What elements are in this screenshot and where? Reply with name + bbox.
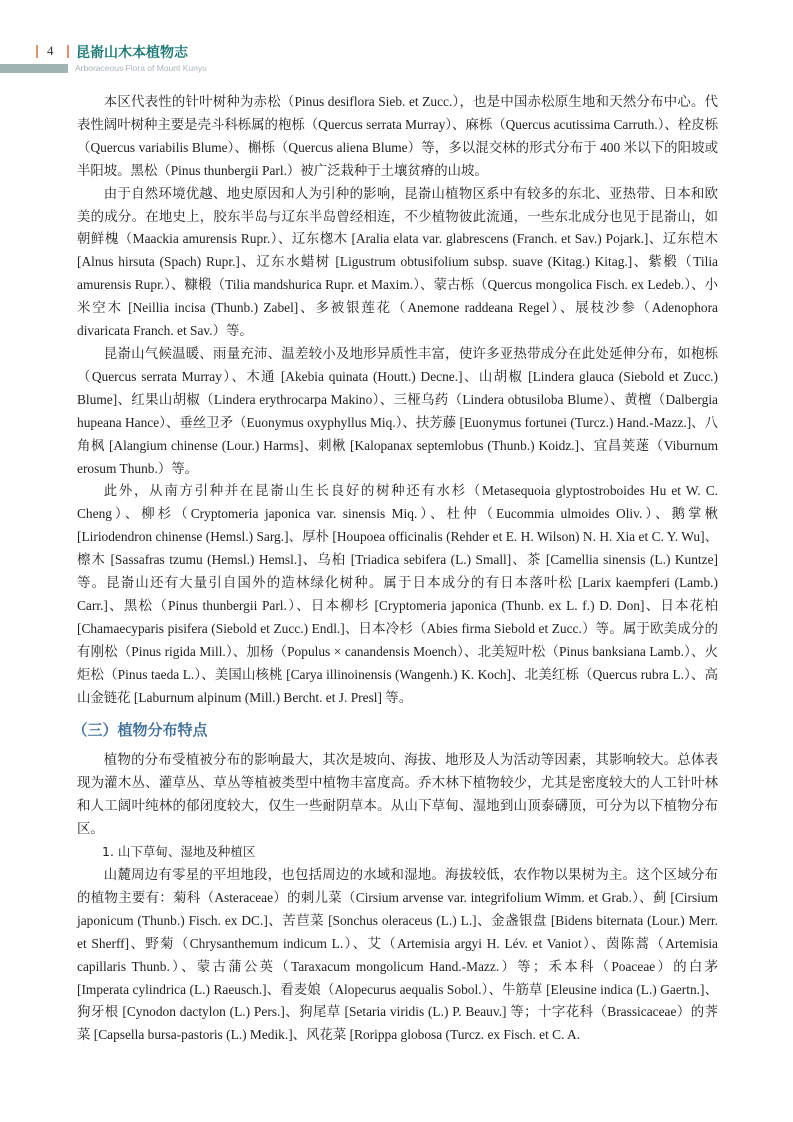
paragraph: 植物的分布受植被分布的影响最大，其次是坡向、海拔、地形及人为活动等因素，其影响较大。总体表现为灌木丛、灌草丛、草丛等植被类型中植物丰富度高。乔木林下植物较少，尤其是密度较大的人工针叶林和人工阔叶纯林的郁闭度较大，仅生一些耐阴草本。从山下草甸、湿地到山顶泰礴顶，可分为以下植物分布区。 (77, 752, 718, 837)
paragraph: 由于自然环境优越、地史原因和人为引种的影响，昆嵛山植物区系中有较多的东北、亚热带、日本和欧美的成分。在地史上，胶东半岛与辽东半岛曾经相连，不少植物彼此流通，一些东北成分也见于昆嵛山，如朝鲜槐（Maackia amurensis Rupr.）、辽东楤木 [Aralia elata var. glabrescens (Franch. et Sav.) Pojark.]、辽东桤木 [Alnus hirsuta (Spach) Rupr.]、辽东水蜡树 [Ligustrum obtusifolium subsp. suave (Kitag.) Kitag.]、紫椴（Tilia amurensis Rupr.）、糠椴（Tilia mandshurica Rupr. et Maxim.）、蒙古栎（Quercus mongolica Fisch. ex Ledeb.）、小米空木 [Neillia incisa (Thunb.) Zabel]、多被银莲花（Anemone raddeana Regel）、展枝沙参（Adenophora divaricata Franch. et Sav.）等。 (77, 185, 718, 339)
paragraph: 昆嵛山气候温暖、雨量充沛、温差较小及地形异质性丰富，使许多亚热带成分在此处延伸分布，如枹栎（Quercus serrata Murray）、木通 [Akebia quinata (Houtt.) Decne.]、山胡椒 [Lindera glauca (Siebold et Zucc.) Blume]、红果山胡椒（Lindera erythrocarpa Makino）、三桠乌药（Lindera obtusiloba Blume）、黄檀（Dalbergia hupeana Hance）、垂丝卫矛（Euonymus oxyphyllus Miq.）、扶芳藤 [Euonymus fortunei (Turcz.) Hand.-Mazz.]、八角枫 [Alangium chinense (Lour.) Harms]、刺楸 [Kalopanax septemlobus (Thunb.) Koidz.]、宜昌荚蒾（Viburnum erosum Thunb.）等。 (77, 345, 718, 476)
paragraph: 本区代表性的针叶树种为赤松（Pinus desiflora Sieb. et Zucc.），也是中国赤松原生地和天然分布中心。代表性阔叶树种主要是壳斗科栎属的枹栎（Quercus serrata Murray）、麻栎（Quercus acutissima Carruth.）、栓皮栎（Quercus variabilis Blume）、槲栎（Quercus aliena Blume）等，多以混交林的形式分布于 400 米以下的阳坡或半阳坡。黑松（Pinus thunbergii Parl.）被广泛栽种于土壤贫瘠的山坡。 (77, 94, 718, 178)
paragraph: 山麓周边有零星的平坦地段，也包括周边的水域和湿地。海拔较低，农作物以果树为主。这个区域分布的植物主要有：菊科（Asteraceae）的刺儿菜（Cirsium arvense var. integrifolium Wimm. et Grab.）、蓟 [Cirsium japonicum (Thunb.) Fisch. ex DC.]、苦苣菜 [Sonchus oleraceus (L.) L.]、金盏银盘 [Bidens biternata (Lour.) Merr. et Sherff]、野菊（Chrysanthemum indicum L.）、艾（Artemisia argyi H. Lév. et Vaniot）、茵陈蒿（Artemisia capillaris Thunb.）、蒙古蒲公英（Taraxacum mongolicum Hand.-Mazz.）等；禾本科（Poaceae）的白茅 [Imperata cylindrica (L.) Raeusch.]、看麦娘（Alopecurus aequalis Sobol.）、牛筋草 [Eleusine indica (L.) Gaertn.]、狗牙根 [Cynodon dactylon (L.) Pers.]、狗尾草 [Setaria viridis (L.) P. Beauv.] 等；十字花科（Brassicaceae）的荠菜 [Capsella bursa-pastoris (L.) Medik.]、风花菜 [Rorippa globosa (Turcz. ex Fisch. et C. A. (77, 867, 718, 1043)
header-divider (36, 45, 38, 58)
section-heading: （三）植物分布特点 (72, 721, 208, 740)
subsection-heading: 1. 山下草甸、湿地及种植区 (102, 844, 256, 860)
paragraph: 此外，从南方引种并在昆嵛山生长良好的树种还有水杉（Metasequoia glyptostroboides Hu et W. C. Cheng）、柳杉（Cryptomeria japonica var. sinensis Miq.）、杜仲（Eucommia ulmoides Oliv.）、鹅掌楸 [Liriodendron chinense (Hemsl.) Sarg.]、厚朴 [Houpoea officinalis (Rehder et E. H. Wilson) N. H. Xia et C. Y. Wu]、檫木 [Sassafras tzumu (Hemsl.) Hemsl.]、乌桕 [Triadica sebifera (L.) Small]、茶 [Camellia sinensis (L.) Kuntze] 等。昆嵛山还有大量引自国外的造林绿化树种。属于日本成分的有日本落叶松 [Larix kaempferi (Lamb.) Carr.]、黑松（Pinus thunbergii Parl.）、日本柳杉 [Cryptomeria japonica (Thunb. ex L. f.) D. Don]、日本花柏 [Chamaecyparis pisifera (Siebold et Zucc.) Endl.]、日本冷杉（Abies firma Siebold et Zucc.）等。属于欧美成分的有刚松（Pinus rigida Mill.）、加杨（Populus × canandensis Moench）、北美短叶松（Pinus banksiana Lamb.）、火炬松（Pinus taeda L.）、美国山核桃 [Carya illinoinensis (Wangenh.) K. Koch]、北美红栎（Quercus rubra L.）、高山金链花 [Laburnum alpinum (Mill.) Bercht. et J. Presl] 等。 (77, 483, 718, 705)
header-divider (67, 45, 69, 58)
page-number: 4 (47, 43, 54, 58)
page-body (72, 91, 718, 1047)
header-color-strip (0, 64, 68, 73)
book-title: 昆嵛山木本植物志 (76, 45, 188, 61)
book-subtitle: Arboraceous Flora of Mount Kunyu (75, 63, 207, 73)
